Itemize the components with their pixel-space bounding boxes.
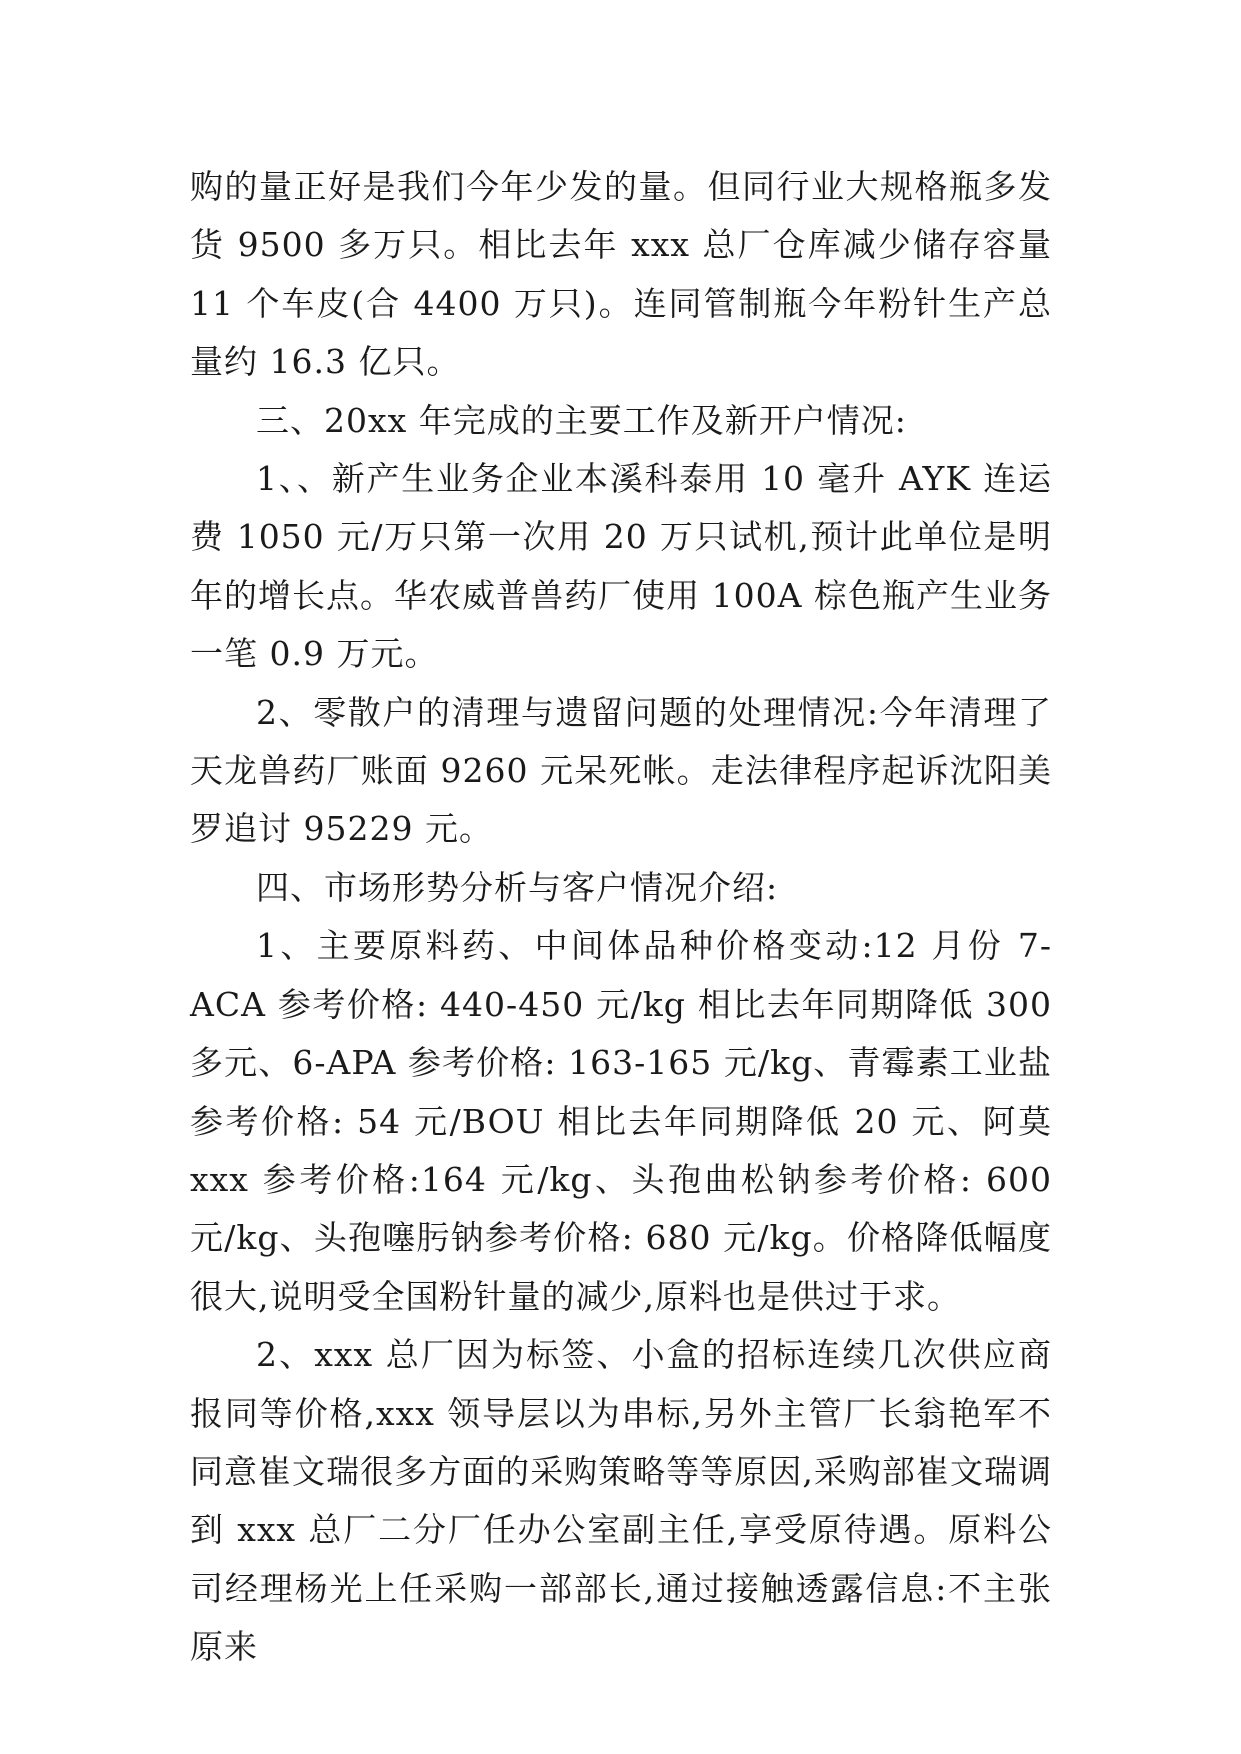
paragraph-price-changes: 1、主要原料药、中间体品种价格变动:12 月份 7-ACA 参考价格: 440-450 元/kg 相比去年同期降低 300 多元、6-APA 参考价格: 163-165 元/kg、青霉素工业盐参考价格: 54 元/BOU 相比去年同期降低 20 元、阿莫 xxx 参考价格:164 元/kg、头孢曲松钠参考价格: 600 元/kg、头孢噻肟钠参考价格: 680 元/kg。价格降低幅度很大,说明受全国粉针量的减少,原料也是供过于求。: [190, 926, 1052, 1316]
section-heading-3: 三、20xx 年完成的主要工作及新开户情况:: [256, 400, 907, 440]
paragraph-procurement-changes: 2、xxx 总厂因为标签、小盒的招标连续几次供应商报同等价格,xxx 领导层以为串标,另外主管厂长翁艳军不同意崔文瑞很多方面的采购策略等等原因,采购部崔文瑞调到 xxx 总厂二分厂任办公室副主任,享受原待遇。原料公司经理杨光上任采购一部部长,通过接触透露信息:不主张原来: [190, 1335, 1052, 1667]
document-body: [190, 158, 1052, 1677]
section-heading-4: 四、市场形势分析与客户情况介绍:: [256, 867, 779, 907]
paragraph-continuation: 购的量正好是我们今年少发的量。但同行业大规格瓶多发货 9500 多万只。相比去年 xxx 总厂仓库减少储存容量 11 个车皮(合 4400 万只)。连同管制瓶今年粉针生产总量约 16.3 亿只。: [190, 167, 1052, 382]
paragraph-new-business: 1、、新产生业务企业本溪科泰用 10 毫升 AYK 连运费 1050 元/万只第一次用 20 万只试机,预计此单位是明年的增长点。华农威普兽药厂使用 100A 棕色瓶产生业务一笔 0.9 万元。: [190, 459, 1052, 674]
paragraph-scattered-accounts: 2、零散户的清理与遗留问题的处理情况:今年清理了天龙兽药厂账面 9260 元呆死帐。走法律程序起诉沈阳美罗追讨 95229 元。: [190, 692, 1052, 849]
